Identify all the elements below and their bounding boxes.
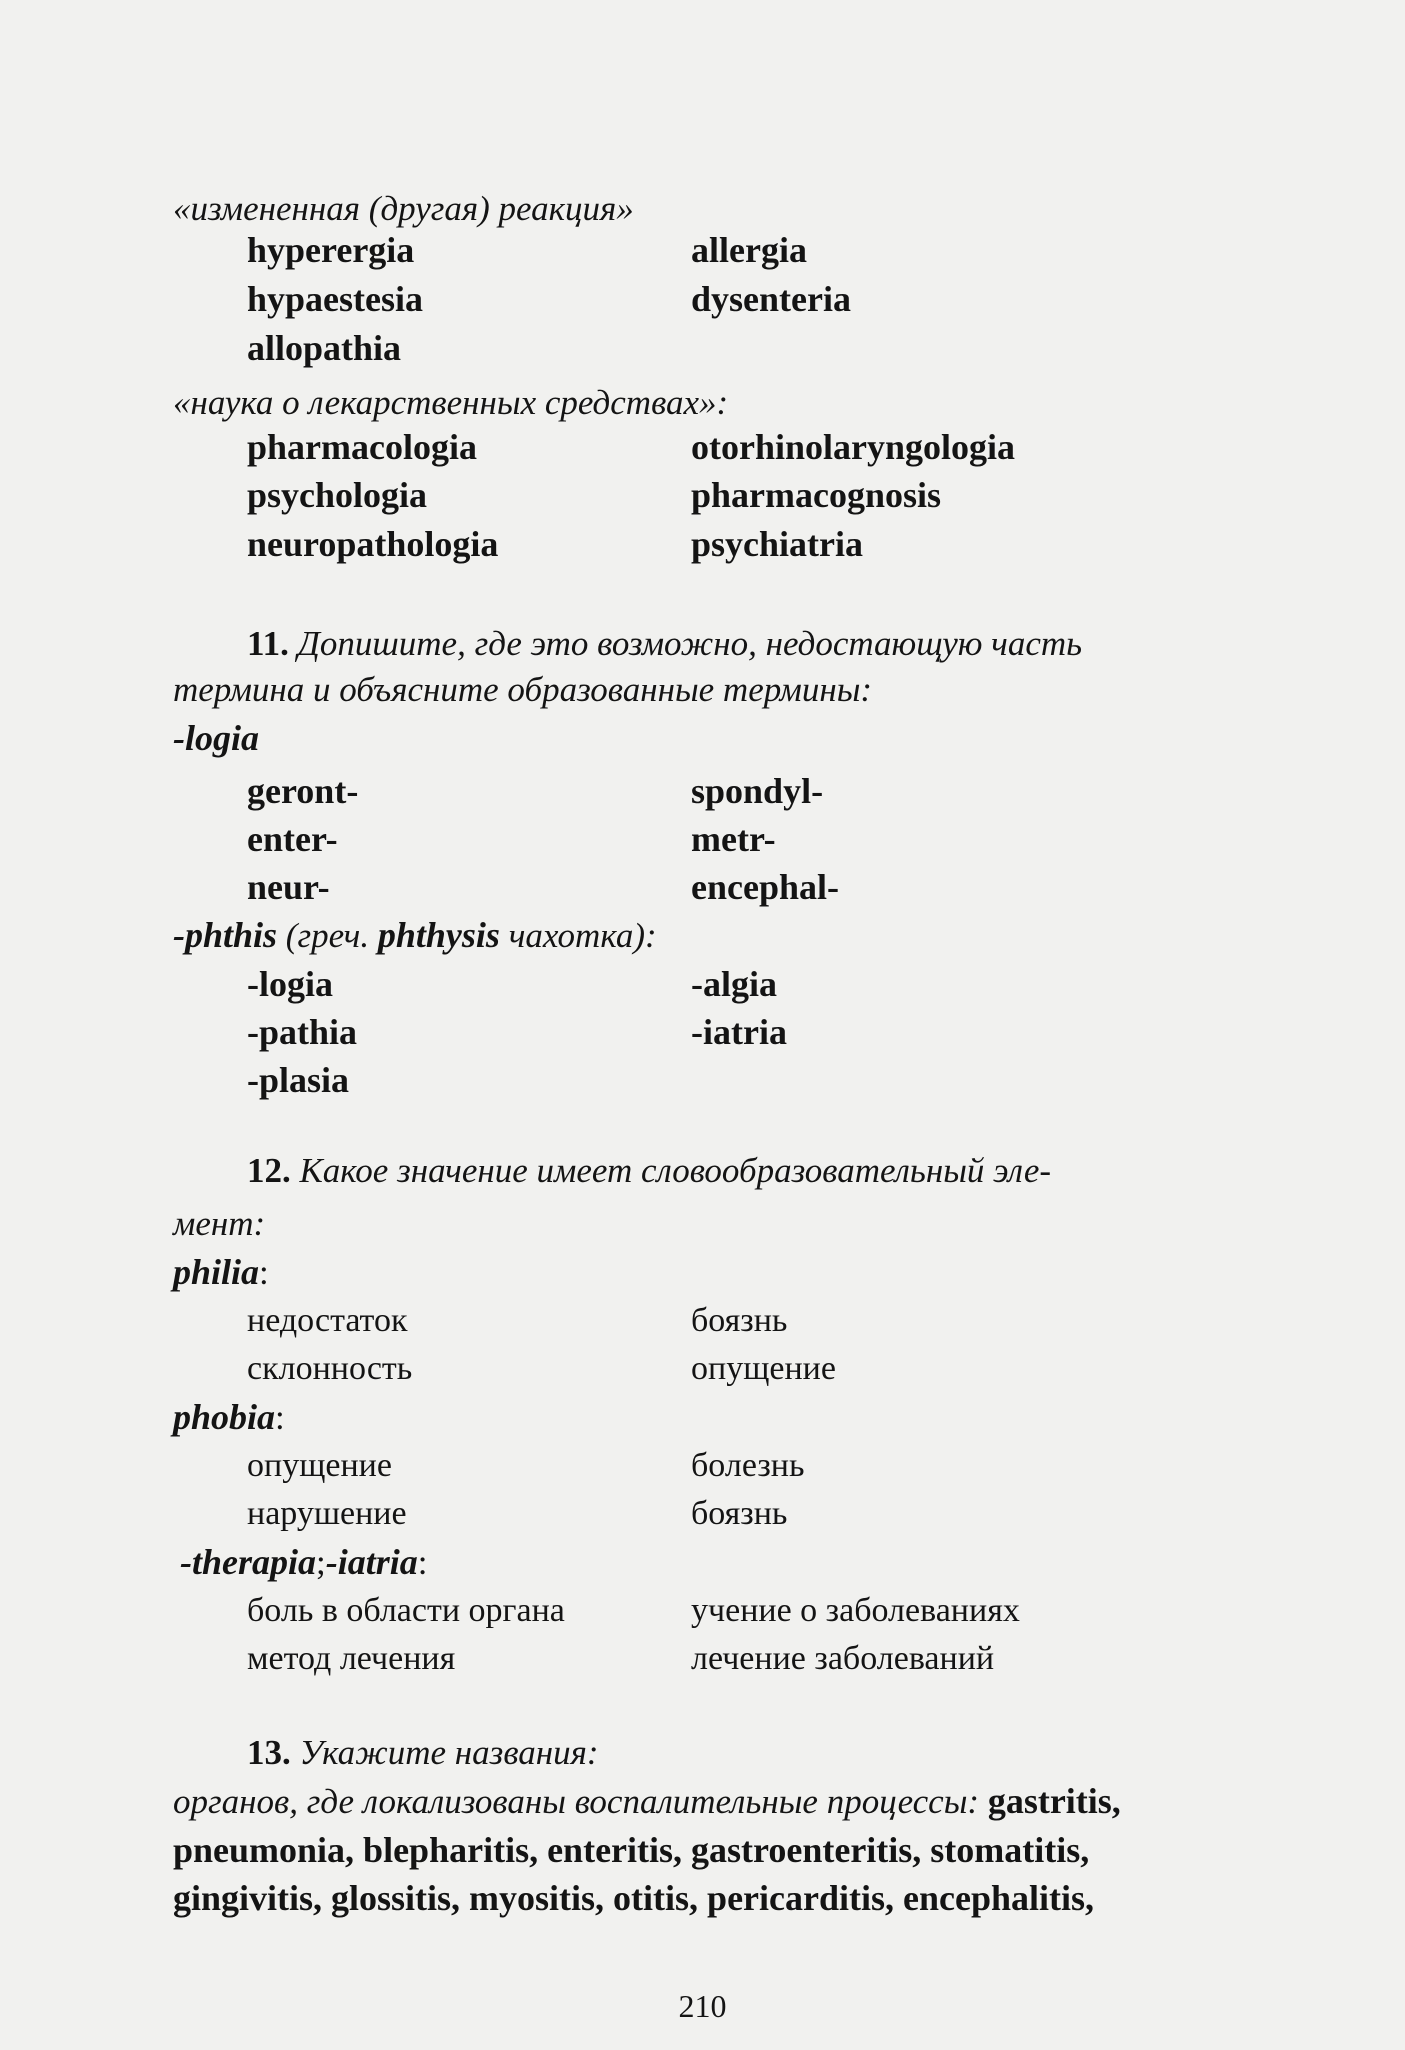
task-11-heading — [247, 622, 1082, 666]
option: метод лечения — [247, 1640, 456, 1677]
term-row — [247, 815, 1247, 863]
task-number: 11. — [247, 624, 289, 663]
option: боязнь — [691, 1495, 788, 1532]
term: -iatria — [691, 1012, 787, 1052]
punctuation: ): — [633, 916, 657, 955]
option: болезнь — [691, 1447, 805, 1484]
term-row — [247, 767, 1247, 815]
option-row — [247, 1297, 1247, 1345]
option-row — [247, 1442, 1247, 1490]
term: gastritis, — [987, 1781, 1121, 1821]
meaning: чахотка — [499, 916, 634, 955]
punctuation: : — [259, 1253, 269, 1292]
phobia-heading — [173, 1395, 285, 1440]
option: лечение заболеваний — [691, 1640, 995, 1677]
term: pharmacognosis — [691, 475, 942, 515]
term-row — [247, 960, 1247, 1008]
philia-heading — [173, 1250, 269, 1295]
term: allopathia — [247, 328, 402, 368]
term: -logia — [247, 964, 333, 1004]
punctuation: ( — [277, 916, 298, 955]
option: опущение — [691, 1350, 836, 1387]
term: -iatria — [325, 1542, 418, 1582]
term: geront- — [247, 771, 359, 811]
term-row — [247, 1056, 1247, 1104]
option-row — [247, 1345, 1247, 1393]
task-number: 12. — [247, 1151, 291, 1190]
page-number: 210 — [678, 1988, 727, 2024]
term: encephal- — [691, 867, 839, 907]
term: neur- — [247, 867, 330, 907]
task-text: Допишите, где это возможно, недостающую часть — [297, 624, 1083, 663]
task-13-heading — [247, 1731, 599, 1775]
term: -therapia — [180, 1542, 317, 1582]
task-13-terms-line3: pneumonia, blepharitis, enteritis, gastroenteritis, stomatitis, — [173, 1830, 1090, 1870]
term: dysenteria — [691, 279, 851, 319]
term-row — [247, 423, 1247, 471]
option-row — [247, 1490, 1247, 1538]
term: phobia — [173, 1397, 276, 1437]
term-row — [247, 520, 1247, 568]
phthis-heading — [173, 913, 657, 958]
therapia-heading — [180, 1540, 428, 1585]
option: склонность — [247, 1350, 413, 1387]
option: боль в области органа — [247, 1592, 565, 1629]
term: pharmacologia — [247, 427, 477, 467]
term: -pathia — [247, 1012, 358, 1052]
term: psychologia — [247, 475, 428, 515]
task-13-terms-line4: gingivitis, glossitis, myositis, otitis, pericarditis, encephalitis, — [173, 1878, 1095, 1918]
task-text: Какое значение имеет словообразовательный эле- — [299, 1151, 1052, 1190]
logia-heading: -logia — [173, 718, 259, 758]
option: учение о заболеваниях — [691, 1592, 1020, 1629]
term: otorhinolaryngologia — [691, 427, 1016, 467]
language-abbrev: греч. — [297, 916, 370, 955]
term-row — [247, 226, 1247, 274]
option: недостаток — [247, 1302, 408, 1339]
task-11-text-line2: термина и объясните образованные термины: — [173, 670, 873, 709]
section-header-reaction: «измененная (другая) реакция» — [173, 189, 634, 228]
option-row — [247, 1587, 1247, 1635]
task-text: органов, где локализованы воспалительные процессы: — [173, 1782, 988, 1821]
task-number: 13. — [247, 1733, 291, 1772]
option: нарушение — [247, 1495, 407, 1532]
term: phthysis — [377, 915, 500, 955]
punctuation: ; — [316, 1543, 326, 1582]
term: enter- — [247, 819, 338, 859]
term: philia — [173, 1252, 260, 1292]
term-row — [247, 324, 1247, 372]
term: spondyl- — [691, 771, 824, 811]
term: -plasia — [247, 1060, 350, 1100]
term-row — [247, 471, 1247, 519]
term: hypaestesia — [247, 279, 424, 319]
option: боязнь — [691, 1302, 788, 1339]
task-12-text-line2: мент: — [173, 1204, 266, 1243]
term-row — [247, 275, 1247, 323]
term: allergia — [691, 230, 807, 270]
option: опущение — [247, 1447, 392, 1484]
term: neuropathologia — [247, 524, 499, 564]
term: metr- — [691, 819, 776, 859]
term-row — [247, 1008, 1247, 1056]
option-row — [247, 1635, 1247, 1683]
term-row — [247, 863, 1247, 911]
section-header-pharmacology: «наука о лекарственных средствах»: — [173, 383, 729, 422]
term: -algia — [691, 964, 777, 1004]
punctuation: : — [275, 1398, 285, 1437]
punctuation: : — [417, 1543, 428, 1582]
task-text: Укажите названия: — [299, 1733, 599, 1772]
term: psychiatria — [691, 524, 864, 564]
term: -phthis — [173, 915, 278, 955]
task-12-heading — [247, 1149, 1051, 1193]
term: hyperergia — [247, 230, 415, 270]
task-13-text-line2 — [173, 1779, 1121, 1824]
